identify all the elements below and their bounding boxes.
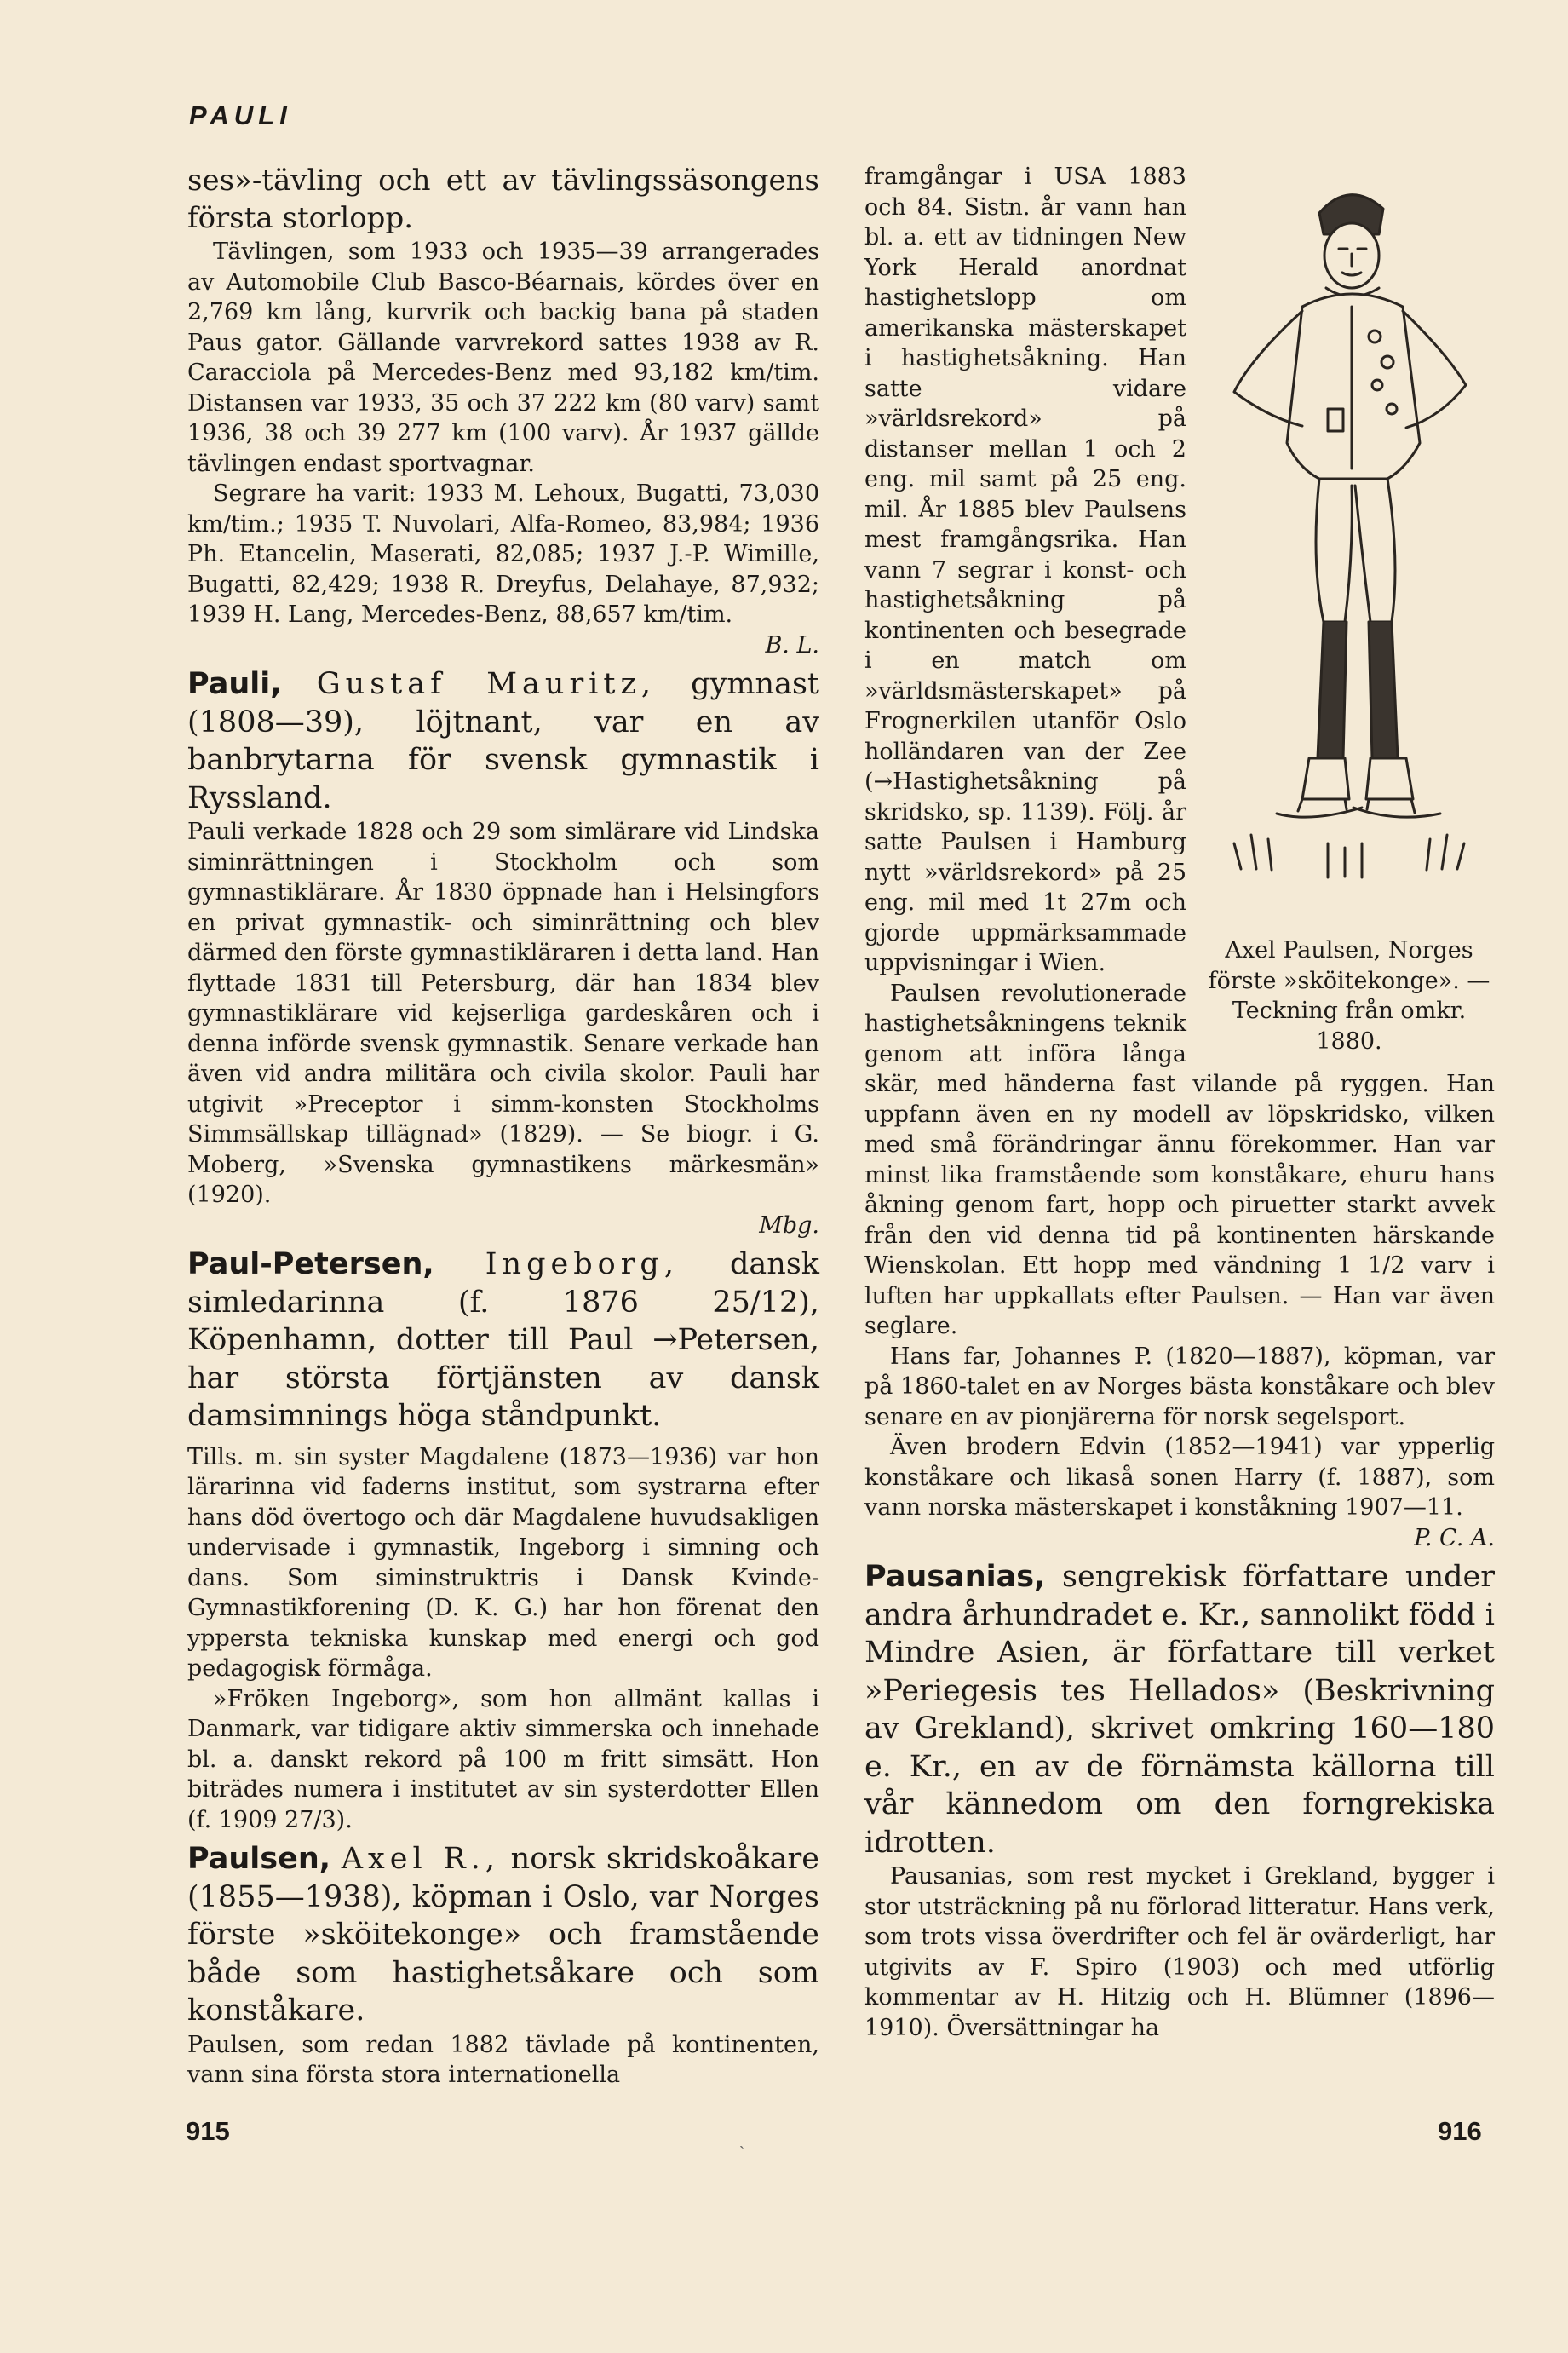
author-signature: P. C. A. bbox=[1414, 1524, 1495, 1551]
body-paragraph: Tills. m. sin syster Magdalene (1873—1936) var hon lärarinna vid faderns institut, som systrarna efter hans död övertogo och där Magdalene huvudsakligen undervisade i gymnastik, Ingeborg i simning och dans. Som siminstruktris i Dansk Kvinde-Gymnastikforening (D. K. G.) har hon förenat den yppersta tekniska kunskap med energi och god pedagogisk förmåga. bbox=[187, 1443, 819, 1682]
entry-lead-text: dansk simledarinna (f. 1876 25/12), Köpenhamn, dotter till Paul →Petersen, har största förtjänsten av dansk damsimnings höga ståndpunkt. bbox=[187, 1247, 819, 1433]
right-column bbox=[864, 162, 1495, 2043]
entry-headword: Pausanias, bbox=[864, 1560, 1046, 1594]
entry-paulsen bbox=[187, 1840, 819, 2030]
entry-paul-petersen bbox=[187, 1246, 819, 1435]
body-paragraph: Paulsen, som redan 1882 tävlade på kontinenten, vann sina första stora internationella bbox=[187, 2031, 819, 2088]
figure-caption: Axel Paulsen, Norges förste »sköitekonge». — Teckning från omkr. 1880. bbox=[1208, 937, 1490, 1055]
figure-axel-paulsen bbox=[1203, 162, 1495, 1056]
running-head: PAULI bbox=[189, 101, 292, 130]
body-paragraph: Paulsen revolutionerade hastighetsåkningens teknik genom att införa långa skär, med händerna fast vilande på ryggen. Han uppfann även en ny modell av löpskridsko, vilken med små förändringar ännu förekommer. Han var minst lika framstående som konståkare, ehuru hans åkning genom fart, hopp och piruetter starkt avvek från den vid denna tid på kontinenten härskande Wienskolan. Ett hopp med vändning 1 1/2 varv i luften har uppkallats efter Paulsen. — Han var även seglare. bbox=[864, 980, 1495, 1339]
entry-fullname: Axel R., bbox=[341, 1842, 500, 1876]
left-column bbox=[187, 162, 819, 2091]
body-paragraph: Pausanias, som rest mycket i Grekland, bygger i stor utsträckning på nu förlorad litteratur. Hans verk, som trots vissa överdrifter och fel är ovärderligt, har utgivits av F. Spiro (1903) och med utförlig kommentar av H. Hitzig och H. Blümner (1896—1910). Översättningar ha bbox=[864, 1863, 1495, 2041]
page-number-left: 915 bbox=[186, 2116, 230, 2146]
page-number-right: 916 bbox=[1438, 2116, 1482, 2146]
body-paragraph: framgångar i USA 1883 och 84. Sistn. år vann han bl. a. ett av tidningen New York Herald anordnat hastighetslopp om amerikanska mästerskapet i hastighetsåkning. Han satte vidare »världsrekord» på distanser mellan 1 och 2 eng. mil samt på 25 eng. mil. År 1885 blev Paulsens mest framgångsrika. Han vann 7 segrar i konst- och hastighetsåkning på kontinenten och besegrade i en match om »världsmästerskapet» på Frognerkilen utanför Oslo holländaren van der Zee (→Hastighetsåkning på skridsko, sp. 1139). Följ. år satte Paulsen i Hamburg nytt »världsrekord» på 25 eng. mil med 1t 27m och gjorde uppmärksammade uppvisningar i Wien. bbox=[864, 164, 1186, 976]
entry-lead-text: sengrekisk författare under andra århundradet e. Kr., sannolikt född i Mindre Asien, är författare till verket »Periegesis tes Hellados» (Beskrivning av Grekland), skrivet omkring 160—180 e. Kr., en av de förnämsta källorna till vår kännedom om den forngrekiska idrotten. bbox=[864, 1560, 1495, 1860]
entry-headword: Paulsen, bbox=[187, 1842, 331, 1876]
body-paragraph: Pauli verkade 1828 och 29 som simlärare vid Lindska siminrättningen i Stockholm och som gymnastiklärare. År 1830 öppnade han i Helsingfors en privat gymnastik- och siminrättning och blev därmed den förste gymnastikläraren i detta land. Han flyttade 1831 till Petersburg, där han 1834 blev gymnastiklärare vid kejserliga gardeskåren och i denna införde svensk gymnastik. Senare verkade han även vid andra militära och civila skolor. Pauli har utgivit »Preceptor i simm-konsten Stockholms Simmsällskap tillägnad» (1829). — Se biogr. i G. Moberg, »Svenska gymnastikens märkesmän» (1920). bbox=[187, 819, 819, 1208]
entry-lead-text: gymnast (1808—39), löjtnant, var en av banbrytarna för svensk gymnastik i Ryssland. bbox=[187, 667, 819, 815]
entry-lead-text: norsk skridskoåkare (1855—1938), köpman i Oslo, var Norges förste »sköitekonge» och framstående både som hastighetsåkare och som konståkare. bbox=[187, 1842, 819, 2028]
entry-fullname: Gustaf Mauritz, bbox=[316, 667, 657, 701]
entry-headword: Pauli, bbox=[187, 667, 282, 701]
author-signature: B. L. bbox=[765, 631, 819, 659]
body-paragraph: Tävlingen, som 1933 och 1935—39 arrangerades av Automobile Club Basco-Béarnais, kördes över en 2,769 km lång, kurvrik och backig bana på staden Paus gator. Gällande varvrekord sattes 1938 av R. Caracciola på Mercedes-Benz med 93,182 km/tim. Distansen var 1933, 35 och 37 222 km (80 varv) samt 1936, 38 och 39 277 km (100 varv). År 1937 gällde tävlingen endast sportvagnar. bbox=[187, 239, 819, 477]
continued-entry-lead: ses»-tävling och ett av tävlingssäsongens första storlopp. bbox=[187, 164, 819, 235]
entry-fullname: Ingeborg, bbox=[485, 1247, 679, 1281]
body-paragraph: »Fröken Ingeborg», som hon allmänt kallas i Danmark, var tidigare aktiv simmerska och innehade bl. a. danskt rekord på 100 m fritt simsätt. Hon biträdes numera i institutet av sin systerdotter Ellen (f. 1909 27/3). bbox=[187, 1685, 819, 1833]
entry-headword: Paul-Petersen, bbox=[187, 1247, 434, 1281]
stray-mark: ˏ bbox=[739, 2132, 744, 2149]
entry-pauli bbox=[187, 665, 819, 817]
author-signature: Mbg. bbox=[759, 1211, 819, 1239]
body-paragraph: Även brodern Edvin (1852—1941) var ypperlig konståkare och likaså sonen Harry (f. 1887), som vann norska mästerskapet i konståkning 1907—11. bbox=[864, 1434, 1495, 1521]
entry-pausanias bbox=[864, 1558, 1495, 1861]
skater-drawing-illustration bbox=[1217, 162, 1481, 929]
body-paragraph: Hans far, Johannes P. (1820—1887), köpman, var på 1860-talet en av Norges bästa konståkare och blev senare en av pionjärerna för norsk segelsport. bbox=[864, 1343, 1495, 1430]
body-paragraph: Segrare ha varit: 1933 M. Lehoux, Bugatti, 73,030 km/tim.; 1935 T. Nuvolari, Alfa-Romeo, 83,984; 1936 Ph. Etancelin, Maserati, 82,085; 1937 J.-P. Wimille, Bugatti, 82,429; 1938 R. Dreyfus, Delahaye, 87,932; 1939 H. Lang, Mercedes-Benz, 88,657 km/tim. bbox=[187, 480, 819, 628]
